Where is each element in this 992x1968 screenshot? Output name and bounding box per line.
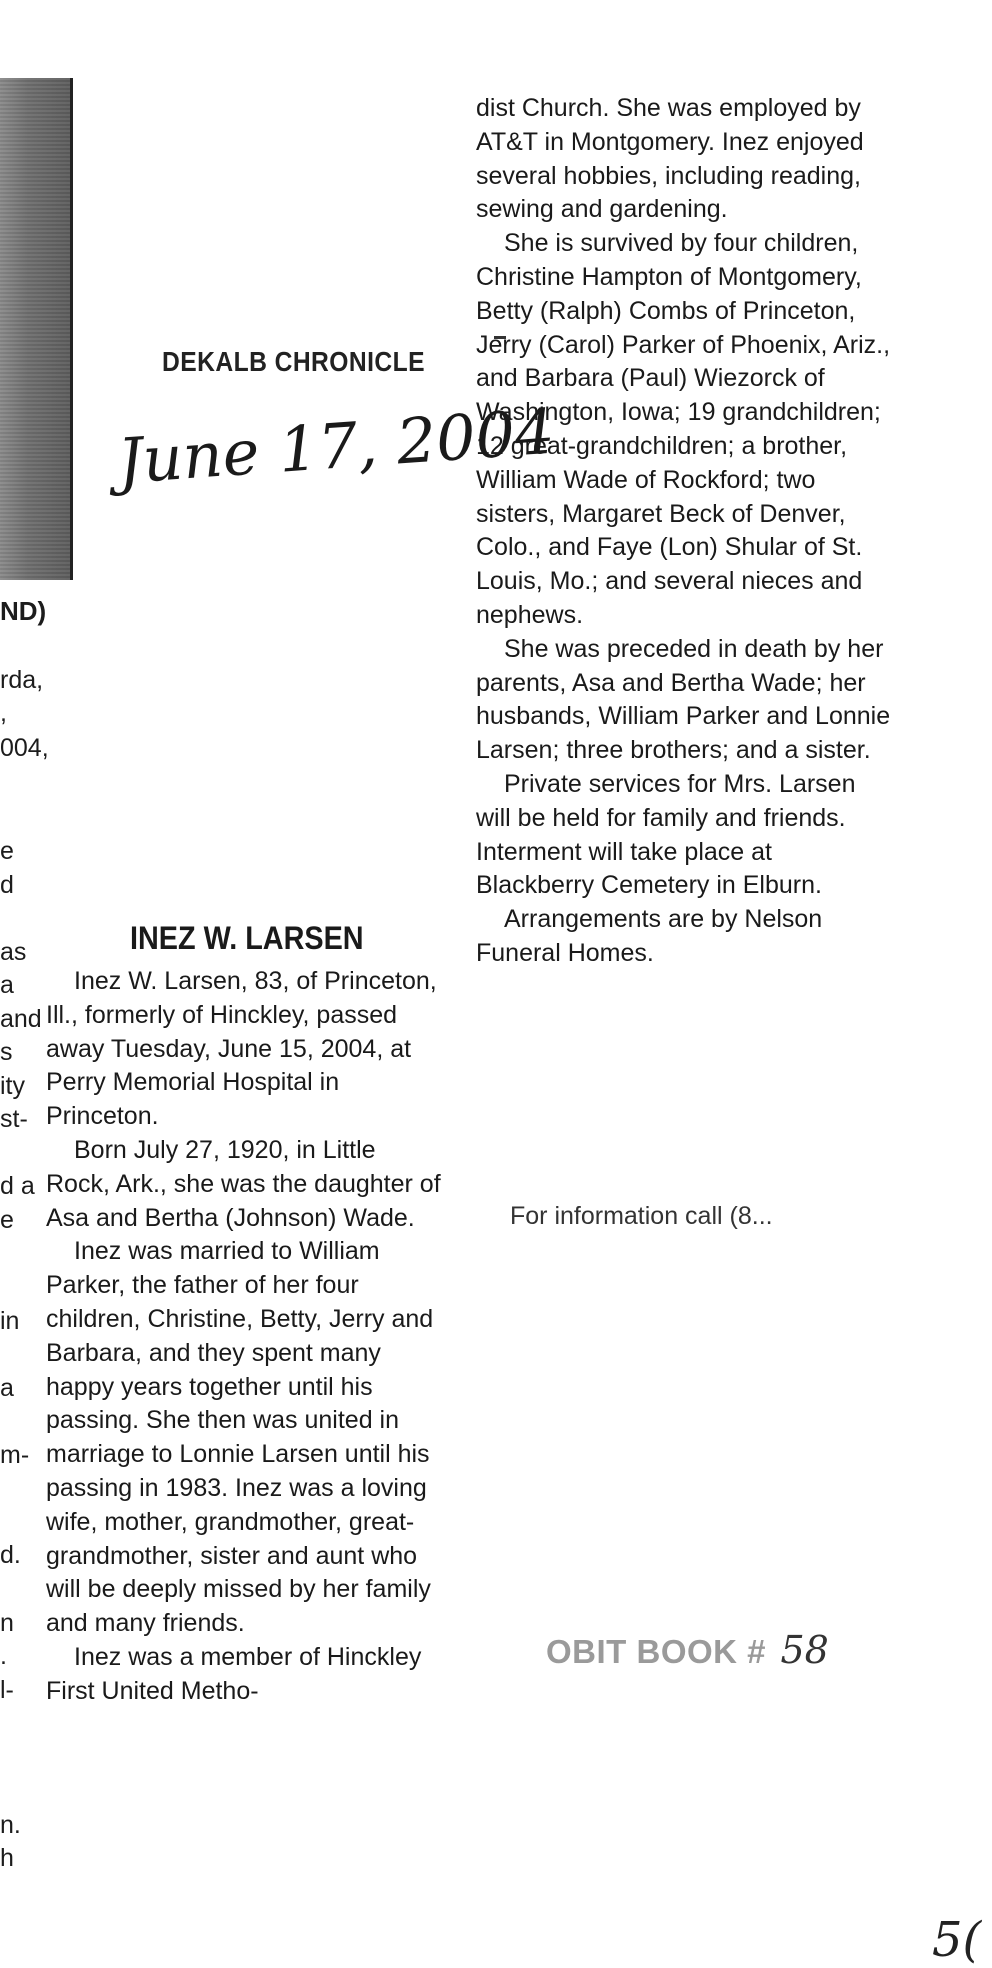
fragment-text: l- bbox=[0, 1676, 14, 1704]
stamp-label: OBIT BOOK # bbox=[546, 1633, 767, 1670]
stamp-number: 58 bbox=[780, 1628, 829, 1672]
fragment-text: a bbox=[0, 971, 14, 999]
fragment-text: e bbox=[0, 1206, 14, 1234]
fragment-text: , bbox=[0, 699, 7, 727]
fragment-text: . bbox=[0, 1642, 7, 1670]
obit-book-stamp bbox=[546, 1628, 829, 1672]
obituary-column-2 bbox=[476, 92, 896, 971]
fragment-text: s bbox=[0, 1038, 13, 1066]
paragraph: dist Church. She was employed by AT&T in Montgomery. Inez enjoyed several hobbies, including reading, sewing and gardening. bbox=[476, 94, 864, 224]
fragment-text: m- bbox=[0, 1441, 30, 1469]
fragment-text: n. bbox=[0, 1811, 21, 1839]
fragment-text: n bbox=[0, 1609, 14, 1637]
fragment-text: rda, bbox=[0, 666, 44, 694]
fragment-text: e bbox=[0, 837, 14, 865]
fragment-text: st- bbox=[0, 1105, 28, 1133]
paragraph: Inez was a member of Hinckley First United Metho- bbox=[46, 1642, 422, 1705]
fragment-text: d a bbox=[0, 1172, 35, 1200]
clipped-text-line bbox=[510, 1202, 800, 1230]
obituary-column-1 bbox=[46, 965, 446, 1709]
fragment-text: d bbox=[0, 871, 14, 899]
paragraph: Inez was married to William Parker, the father of her four children, Christine, Betty, Jerry and Barbara, and they spent many happy years together until his passing. She then was united in marriage to Lonnie Larsen until his passing in 1983. Inez was a loving wife, mother, grandmother, great-grandmother, sister and aunt who will be deeply missed by her family and many friends. bbox=[46, 1237, 434, 1638]
fragment-text: in bbox=[0, 1307, 20, 1335]
handwritten-date: June 17, 2004 bbox=[115, 394, 557, 498]
clipped-text: For information call (8... bbox=[510, 1202, 773, 1230]
paragraph: Born July 27, 1920, in Little Rock, Ark., she was the daughter of Asa and Bertha (Johnson) Wade. bbox=[46, 1135, 441, 1232]
paragraph: Inez W. Larsen, 83, of Princeton, Ill., formerly of Hinckley, passed away Tuesday, June 15, 2004, at Perry Memorial Hospital in Princeton. bbox=[46, 967, 437, 1131]
fragment-text: ND) bbox=[0, 596, 47, 626]
paragraph: She was preceded in death by her parents, Asa and Bertha Wade; her husbands, William Parker and Lonnie Larsen; three brothers; and a sister. bbox=[476, 634, 891, 765]
fragment-text: d. bbox=[0, 1541, 21, 1569]
fragment-text: and bbox=[0, 1005, 42, 1033]
paragraph: She is survived by four children, Christine Hampton of Montgomery, Betty (Ralph) Combs of Princeton, Jerry (Carol) Parker of Phoenix, Ariz., and Barbara (Paul) Wiezorck of Washington, Iowa; 19 grandchildren; 12 great-grandchildren; a brother, William Wade of Rockford; two sisters, Margaret Beck of Denver, Colo., and Faye (Lon) Shular of St. Louis, Mo.; and several nieces and nephews. bbox=[476, 229, 891, 629]
fragment-text: ity bbox=[0, 1072, 25, 1100]
corner-handwriting: 5( bbox=[932, 1912, 982, 1968]
paragraph: Arrangements are by Nelson Funeral Homes. bbox=[476, 905, 823, 967]
fragment-text: 004, bbox=[0, 734, 49, 762]
fragment-text: as bbox=[0, 938, 27, 966]
paragraph: Private services for Mrs. Larsen will be held for family and friends. Interment will take place at Blackberry Cemetery in Elburn. bbox=[476, 769, 856, 900]
fragment-text: h bbox=[0, 1844, 14, 1872]
newspaper-masthead: DEKALB CHRONICLE bbox=[162, 346, 426, 377]
fragment-text: a bbox=[0, 1374, 14, 1402]
obituary-title: INEZ W. LARSEN bbox=[130, 920, 364, 956]
